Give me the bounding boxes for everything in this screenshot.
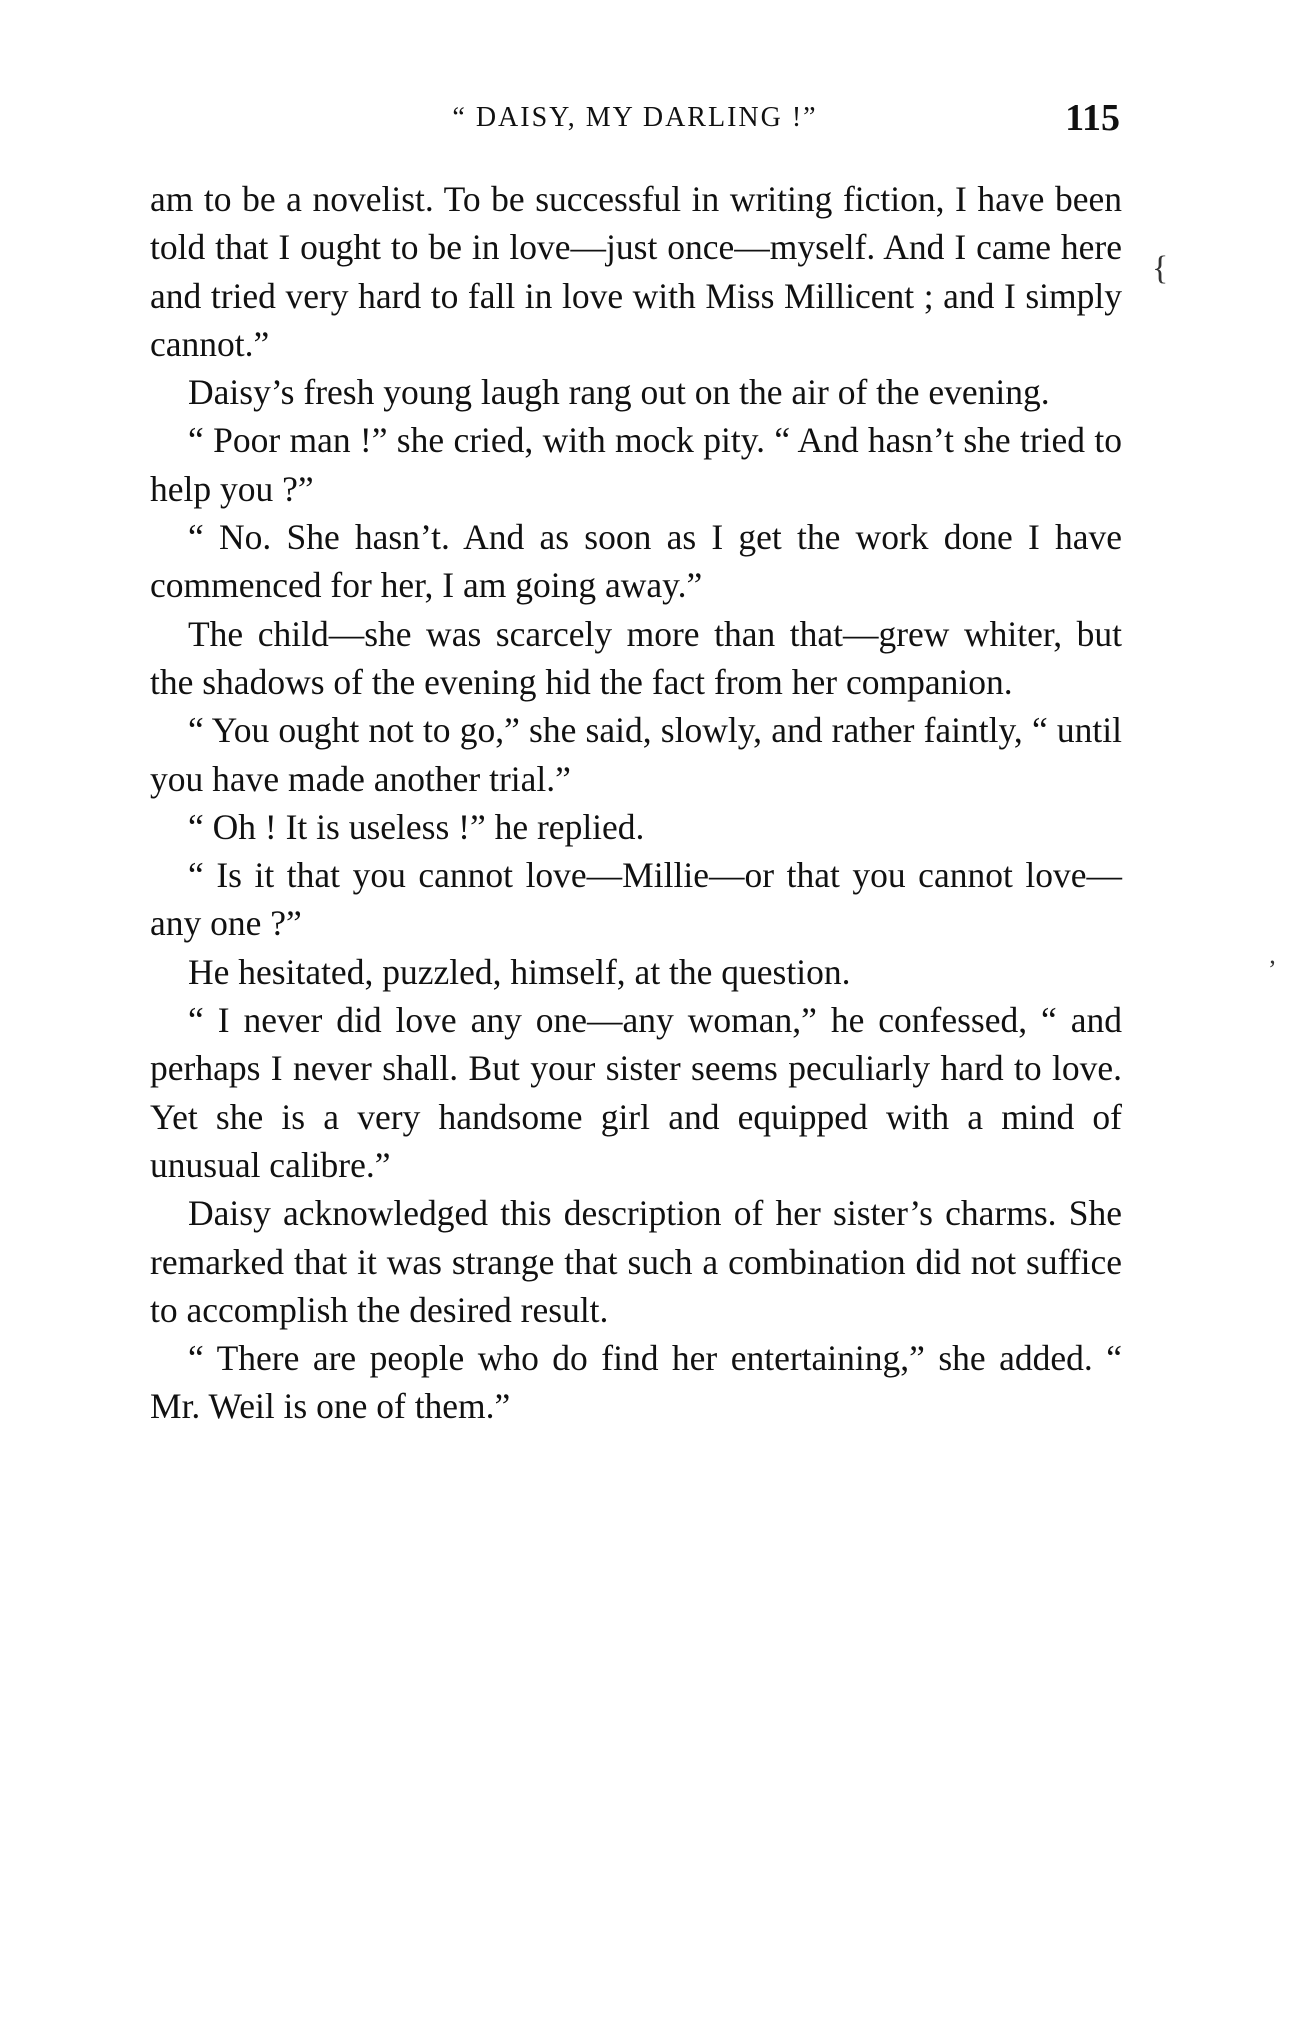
paragraph: The child—she was scarcely more than that—grew whiter, but the shadows of the evening hid the fact from her companion.: [150, 613, 1122, 702]
body-text: [150, 175, 1122, 1431]
paragraph: “ Oh ! It is useless !” he replied.: [188, 806, 645, 847]
paragraph: “ I never did love any one—any woman,” he confessed, “ and perhaps I never shall. But your sister seems peculiarly hard to love. Yet she is a very handsome girl and equipped with a mind of unusual calibre.”: [150, 1000, 1122, 1185]
margin-comma-mark: ‚: [1268, 940, 1277, 969]
running-head: [150, 96, 1120, 140]
paragraph: am to be a novelist. To be successful in writing fiction, I have been told that I ought to be in love—just once—myself. And I came here and tried very hard to fall in love with Miss Millicent ; and I simply cannot.”: [150, 179, 1122, 364]
paragraph: He hesitated, puzzled, himself, at the question.: [188, 951, 851, 992]
page-number: 115: [1065, 97, 1120, 139]
running-title: “ DAISY, MY DARLING !”: [452, 102, 818, 133]
paragraph: “ No. She hasn’t. And as soon as I get the work done I have commenced for her, I am going away.”: [150, 517, 1122, 606]
paragraph: Daisy acknowledged this description of her sister’s charms. She remarked that it was strange that such a combination did not suffice to accomplish the desired result.: [150, 1193, 1122, 1330]
paragraph: “ There are people who do find her entertaining,” she added. “ Mr. Weil is one of them.”: [150, 1338, 1122, 1427]
paragraph: Daisy’s fresh young laugh rang out on the air of the evening.: [188, 372, 1050, 413]
paragraph: “ You ought not to go,” she said, slowly, and rather faintly, “ until you have made another trial.”: [150, 710, 1122, 799]
margin-bracket-mark: {: [1152, 250, 1169, 287]
paragraph: “ Is it that you cannot love—Millie—or that you cannot love—any one ?”: [150, 855, 1122, 944]
paragraph: “ Poor man !” she cried, with mock pity. “ And hasn’t she tried to help you ?”: [150, 420, 1122, 509]
